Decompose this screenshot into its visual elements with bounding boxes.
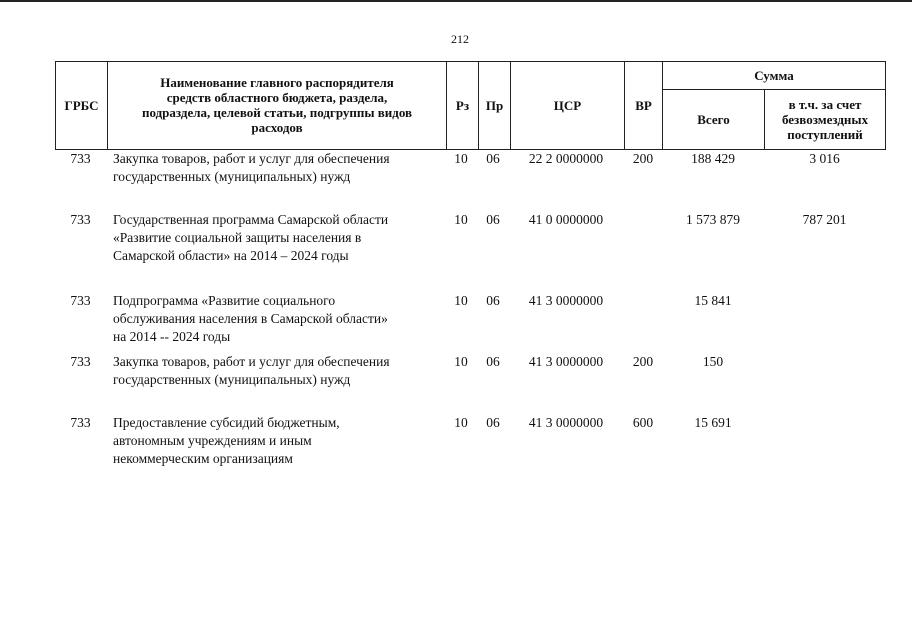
cell-csr: 41 0 0000000	[528, 212, 604, 227]
header-name-line: подраздела, целевой статьи, подгруппы видов	[141, 105, 413, 120]
cell-name	[113, 292, 443, 346]
page-number: 212	[451, 32, 469, 46]
cell-total: 15 691	[694, 415, 732, 430]
cell-free: 3 016	[809, 151, 840, 166]
cell-vr: 200	[632, 151, 654, 166]
cell-pr: 06	[486, 415, 500, 430]
header-free-line: безвозмездных	[781, 111, 869, 127]
cell-vr: 200	[632, 354, 654, 369]
cell-name-line: Закупка товаров, работ и услуг для обеспечения	[113, 354, 390, 369]
header-free-line: поступлений	[787, 126, 863, 142]
cell-csr: 22 2 0000000	[528, 151, 604, 166]
cell-name-line: Самарской области» на 2014 – 2024 годы	[113, 248, 349, 263]
header-csr: ЦСР	[553, 97, 582, 113]
cell-total: 188 429	[691, 151, 735, 166]
cell-name-line: автономным учреждениям и иным	[113, 433, 312, 448]
header-free-line: в т.ч. за счет	[788, 96, 862, 112]
cell-free: 787 201	[802, 212, 847, 227]
cell-name-line: некоммерческим организациям	[113, 451, 293, 466]
top-rule	[0, 0, 912, 2]
cell-grbs: 733	[70, 212, 91, 227]
cell-name-line: Закупка товаров, работ и услуг для обеспечения	[113, 151, 390, 166]
cell-total: 150	[702, 354, 724, 369]
cell-name-line: обслуживания населения в Самарской области»	[113, 311, 388, 326]
header-pr: Пр	[485, 97, 504, 113]
cell-rz: 10	[454, 151, 468, 166]
cell-name-line: Государственная программа Самарской области	[113, 212, 389, 227]
cell-vr: 600	[632, 415, 654, 430]
cell-name	[113, 414, 443, 468]
cell-rz: 10	[454, 293, 468, 308]
header-vr: ВР	[635, 97, 652, 113]
cell-name-line: «Развитие социальной защиты населения в	[113, 230, 362, 245]
cell-name-line: Подпрограмма «Развитие социального	[113, 293, 336, 308]
cell-name	[113, 150, 443, 186]
cell-csr: 41 3 0000000	[528, 415, 604, 430]
header-total: Всего	[697, 111, 730, 127]
header-name	[108, 62, 446, 148]
cell-name-line: государственных (муниципальных) нужд	[113, 169, 351, 184]
header-grbs: ГРБС	[64, 97, 99, 113]
cell-name-line: государственных (муниципальных) нужд	[113, 372, 351, 387]
cell-rz: 10	[454, 354, 468, 369]
table-header	[55, 61, 886, 150]
header-name-line: Наименование главного распорядителя	[160, 75, 394, 90]
cell-grbs: 733	[70, 293, 91, 308]
header-rz: Рз	[455, 97, 470, 113]
header-free	[765, 90, 885, 148]
cell-name-line: на 2014 -- 2024 годы	[113, 329, 231, 344]
cell-name	[113, 353, 443, 389]
cell-name	[113, 211, 443, 265]
cell-total: 15 841	[694, 293, 732, 308]
cell-name-line: Предоставление субсидий бюджетным,	[113, 415, 340, 430]
cell-csr: 41 3 0000000	[528, 293, 604, 308]
cell-total: 1 573 879	[686, 212, 740, 227]
cell-pr: 06	[486, 293, 500, 308]
header-name-line: средств областного бюджета, раздела,	[166, 90, 388, 105]
cell-csr: 41 3 0000000	[528, 354, 604, 369]
cell-rz: 10	[454, 415, 468, 430]
cell-pr: 06	[486, 212, 500, 227]
cell-grbs: 733	[70, 415, 91, 430]
cell-grbs: 733	[70, 151, 91, 166]
header-name-line: расходов	[251, 120, 303, 135]
cell-pr: 06	[486, 354, 500, 369]
cell-pr: 06	[486, 151, 500, 166]
header-sum: Сумма	[754, 68, 794, 83]
cell-rz: 10	[454, 212, 468, 227]
cell-grbs: 733	[70, 354, 91, 369]
